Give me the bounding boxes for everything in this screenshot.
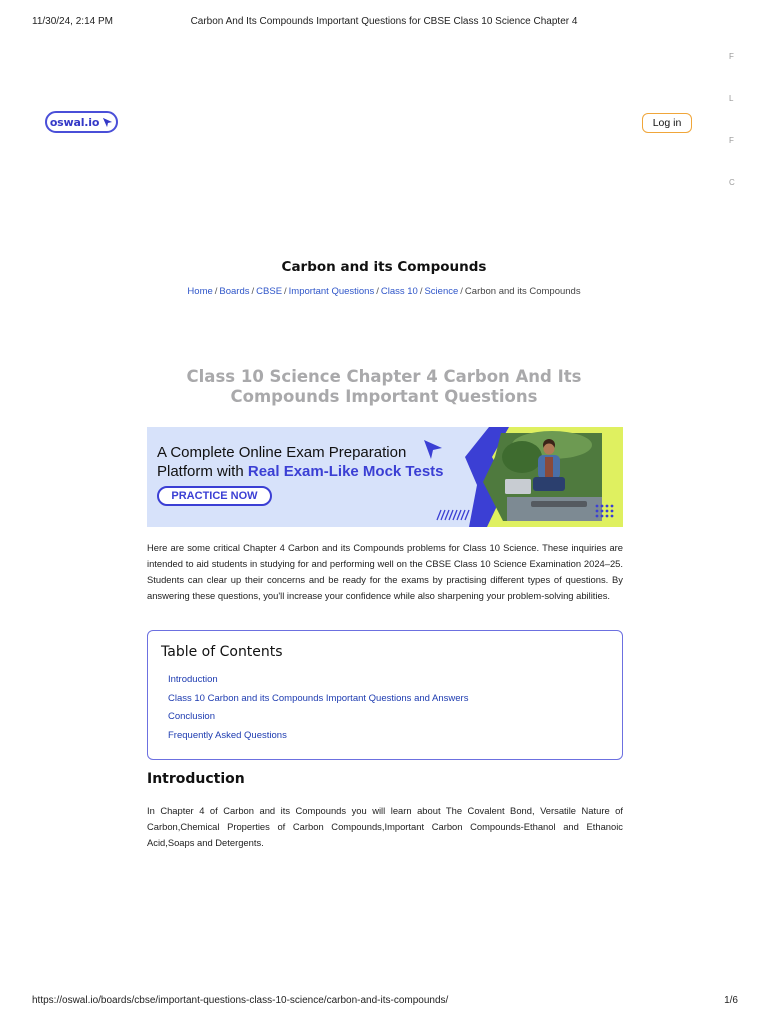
- logo-arrow-icon: [102, 117, 113, 128]
- breadcrumb-important-questions[interactable]: Important Questions: [288, 286, 375, 297]
- page-title: Carbon and its Compounds: [281, 259, 487, 275]
- print-footer: [0, 995, 768, 1009]
- banner-headline-line2: [157, 463, 444, 480]
- edge-mark: L: [729, 94, 734, 103]
- print-doc-title: Carbon And Its Compounds Important Questions for CBSE Class 10 Science Chapter 4: [190, 16, 578, 27]
- breadcrumb-separator: /: [214, 286, 218, 297]
- print-datetime: 11/30/24, 2:14 PM: [32, 16, 113, 27]
- edge-mark: F: [729, 136, 734, 145]
- login-button[interactable]: Log in: [642, 113, 692, 133]
- print-header: [0, 16, 768, 30]
- toc-item-faq[interactable]: Frequently Asked Questions: [168, 729, 287, 741]
- promo-banner[interactable]: [147, 427, 623, 527]
- breadcrumb-separator: /: [284, 286, 287, 297]
- banner-headline-prefix: Platform with: [157, 463, 248, 480]
- breadcrumb-separator: /: [419, 286, 423, 297]
- print-page-number: 1/6: [724, 995, 738, 1006]
- logo-text: oswal.io: [49, 115, 100, 129]
- introduction-body: In Chapter 4 of Carbon and its Compounds you will learn about The Covalent Bond, Versatile Nature of Carbon,Chemical Properties of Carbon Compounds,Important Carbon Compounds-Ethanol and Ethanoic Acid,Soaps and Detergents.: [147, 805, 623, 848]
- article-title: Class 10 Science Chapter 4 Carbon And Its Compounds Important Questions: [186, 367, 582, 406]
- breadcrumb-boards[interactable]: Boards: [219, 286, 250, 297]
- practice-now-button[interactable]: PRACTICE NOW: [157, 486, 272, 506]
- breadcrumb-home[interactable]: Home: [187, 286, 213, 297]
- banner-headline-highlight: Real Exam-Like Mock Tests: [247, 463, 444, 480]
- edge-mark: C: [729, 178, 735, 187]
- site-logo[interactable]: [45, 111, 118, 133]
- breadcrumb-class-10[interactable]: Class 10: [380, 286, 418, 297]
- banner-headline-line1: A Complete Online Exam Preparation: [157, 444, 407, 461]
- print-url: https://oswal.io/boards/cbse/important-questions-class-10-science/carbon-and-its-compounds/: [32, 995, 449, 1006]
- breadcrumb-separator: /: [376, 286, 379, 297]
- breadcrumb-cbse[interactable]: CBSE: [256, 286, 283, 297]
- edge-marks: [729, 52, 739, 220]
- toc-list: [168, 671, 468, 745]
- breadcrumb-science[interactable]: Science: [424, 286, 459, 297]
- toc-item-questions-answers[interactable]: Class 10 Carbon and its Compounds Important Questions and Answers: [168, 692, 469, 704]
- breadcrumb-current: Carbon and its Compounds: [464, 286, 581, 297]
- edge-mark: F: [729, 52, 734, 61]
- table-of-contents: [147, 630, 623, 760]
- breadcrumb-separator: /: [251, 286, 255, 297]
- introduction-heading: Introduction: [147, 771, 245, 787]
- breadcrumb: [0, 286, 768, 297]
- intro-paragraph: Here are some critical Chapter 4 Carbon and its Compounds problems for Class 10 Science. These inquiries are intended to aid students in studying for and performing well on the CBSE Class 10 Science Examination 2024–25. Students can clear up their concerns and be ready for the exams by practising different types of questions. By answering these questions, you'll increase your confidence while also sharpening your problem-solving abilities.: [147, 542, 623, 601]
- breadcrumb-separator: /: [460, 286, 463, 297]
- toc-title: Table of Contents: [161, 644, 283, 660]
- toc-item-conclusion[interactable]: Conclusion: [168, 711, 215, 722]
- toc-item-introduction[interactable]: Introduction: [168, 674, 218, 685]
